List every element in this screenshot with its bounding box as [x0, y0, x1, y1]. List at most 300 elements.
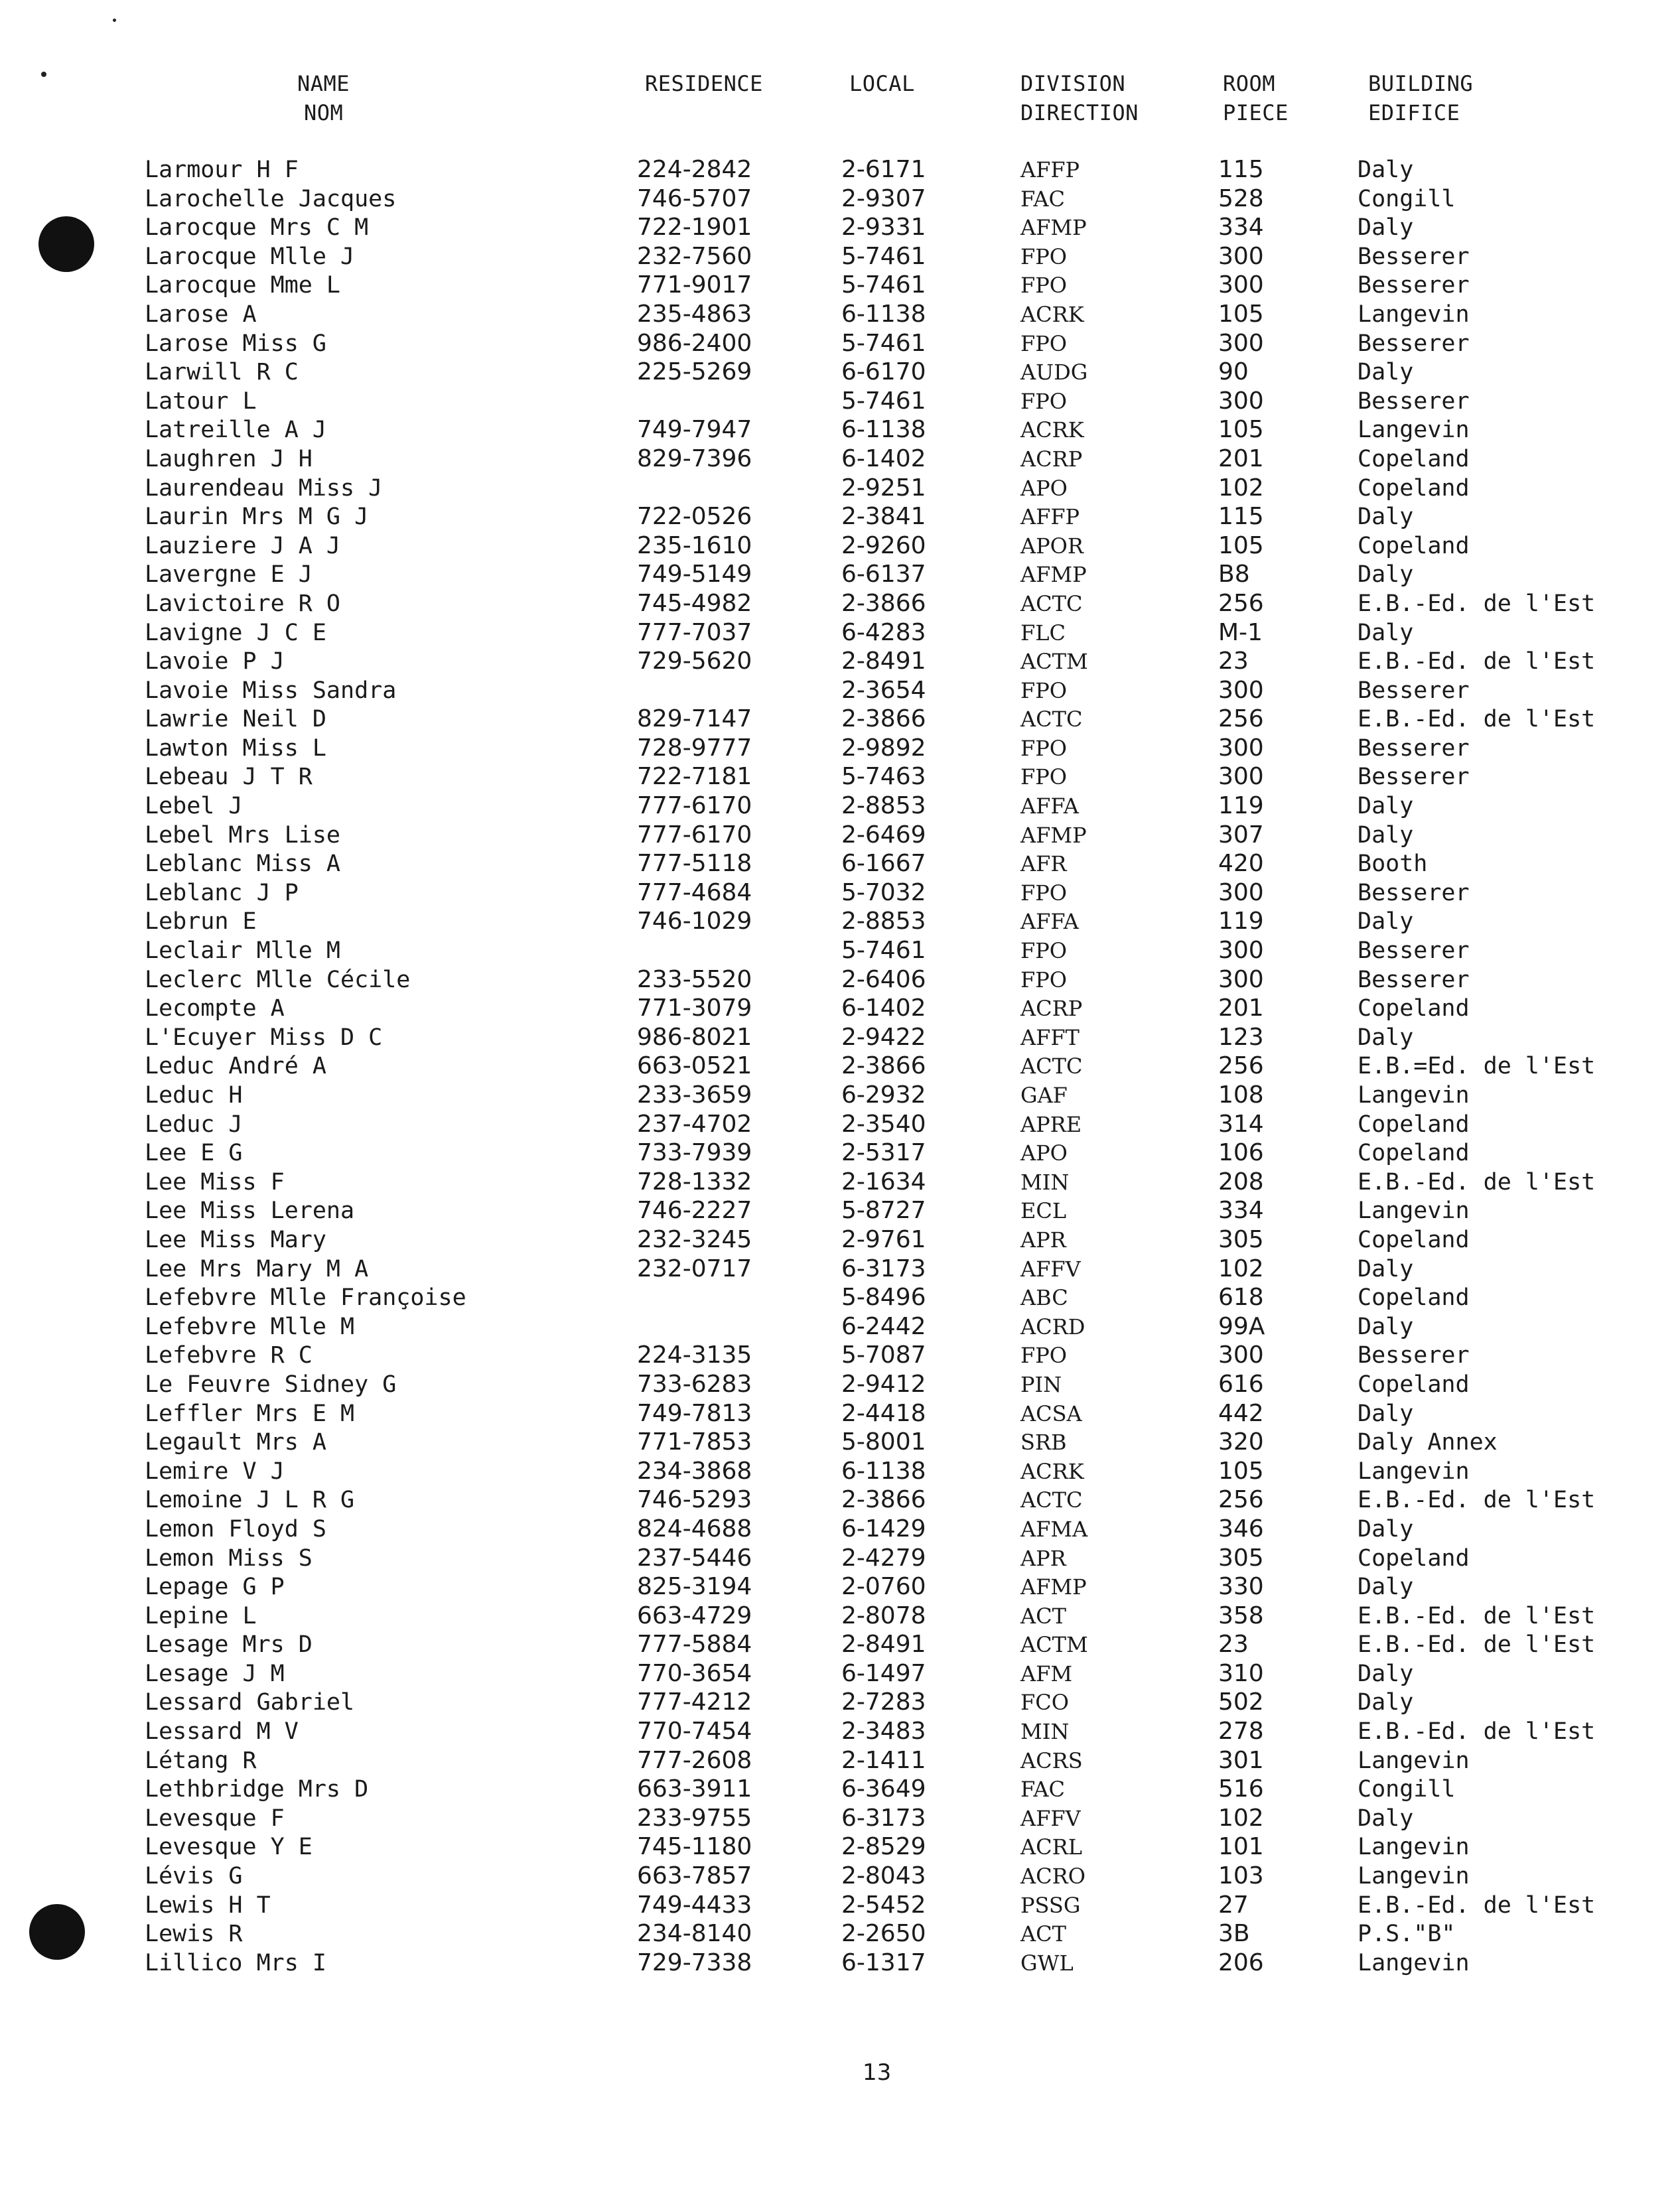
- entry-building: E.B.-Ed. de l'Est: [1358, 590, 1596, 617]
- directory-row: [0, 184, 1680, 214]
- directory-row: [0, 1775, 1680, 1804]
- entry-local: 6-2442: [841, 1312, 926, 1340]
- directory-row: [0, 1832, 1680, 1862]
- entry-division: APRE: [1020, 1111, 1082, 1137]
- entry-building: Daly: [1358, 1805, 1414, 1832]
- header-name-en: NAME: [297, 71, 350, 96]
- entry-room: 105: [1218, 300, 1264, 328]
- entry-division: PIN: [1020, 1371, 1062, 1397]
- entry-local: 6-4283: [841, 618, 926, 646]
- entry-division: FPO: [1020, 243, 1067, 269]
- entry-division: PSSG: [1020, 1892, 1081, 1918]
- entry-room: 105: [1218, 1457, 1264, 1485]
- header-division-fr: DIRECTION: [1020, 100, 1139, 125]
- header-building-fr: EDIFICE: [1368, 100, 1460, 125]
- entry-local: 2-3866: [841, 705, 926, 733]
- directory-row: [0, 1485, 1680, 1515]
- entry-name: Laughren J H: [145, 445, 313, 472]
- directory-row: [0, 387, 1680, 416]
- header-local: [849, 69, 915, 98]
- entry-residence: 777-2608: [637, 1746, 752, 1774]
- entry-room: 330: [1218, 1573, 1264, 1601]
- directory-row: [0, 821, 1680, 850]
- entry-building: Daly: [1358, 157, 1414, 183]
- entry-name: Lemon Miss S: [145, 1544, 313, 1572]
- entry-residence: 232-3245: [637, 1225, 752, 1253]
- entry-residence: 728-9777: [637, 734, 752, 762]
- entry-name: Larochelle Jacques: [145, 185, 397, 212]
- entry-name: Lee Mrs Mary M A: [145, 1255, 369, 1282]
- entry-local: 2-8491: [841, 1631, 926, 1659]
- entry-local: 2-3483: [841, 1718, 926, 1745]
- entry-room: 90: [1218, 358, 1249, 386]
- entry-room: 105: [1218, 531, 1264, 559]
- entry-name: Lebrun E: [145, 908, 257, 935]
- speck: [113, 19, 116, 22]
- entry-residence: 733-7939: [637, 1139, 752, 1167]
- entry-local: 2-8491: [841, 648, 926, 675]
- entry-room: 278: [1218, 1718, 1264, 1745]
- entry-local: 2-8078: [841, 1602, 926, 1629]
- entry-local: 6-6170: [841, 358, 926, 386]
- entry-division: FPO: [1020, 735, 1067, 761]
- entry-name: Legault Mrs A: [145, 1429, 326, 1456]
- entry-division: SRB: [1020, 1430, 1067, 1456]
- entry-division: ACRK: [1020, 1458, 1084, 1484]
- entry-local: 6-3649: [841, 1775, 926, 1803]
- entry-name: Lefebvre Mlle Françoise: [145, 1284, 466, 1312]
- entry-residence: 232-0717: [637, 1255, 752, 1282]
- entry-residence: 749-7813: [637, 1399, 752, 1427]
- entry-residence: 722-1901: [637, 214, 752, 241]
- entry-division: FPO: [1020, 388, 1067, 414]
- entry-name: Lepage G P: [145, 1574, 285, 1601]
- entry-room: 115: [1218, 156, 1264, 183]
- entry-division: ACRL: [1020, 1834, 1082, 1860]
- directory-row: [0, 1544, 1680, 1573]
- directory-row: [0, 878, 1680, 908]
- entry-building: Langevin: [1358, 1834, 1470, 1861]
- entry-residence: 233-9755: [637, 1804, 752, 1832]
- entry-local: 2-5452: [841, 1891, 926, 1919]
- entry-residence: 746-5293: [637, 1486, 752, 1514]
- entry-division: FPO: [1020, 764, 1067, 790]
- entry-division: AFFA: [1020, 793, 1079, 819]
- entry-residence: 237-5446: [637, 1544, 752, 1572]
- entry-residence: 224-3135: [637, 1341, 752, 1369]
- entry-local: 2-8529: [841, 1833, 926, 1861]
- entry-division: AFFP: [1020, 157, 1080, 182]
- entry-name: Lillico Mrs I: [145, 1949, 326, 1976]
- entry-name: Lee Miss Mary: [145, 1226, 326, 1253]
- entry-room: 206: [1218, 1949, 1264, 1976]
- entry-name: Lebel Mrs Lise: [145, 821, 341, 849]
- entry-name: Lefebvre R C: [145, 1342, 313, 1369]
- entry-division: ACTM: [1020, 649, 1088, 675]
- entry-division: MIN: [1020, 1169, 1070, 1195]
- entry-name: Larocque Mme L: [145, 272, 341, 299]
- directory-row: [0, 329, 1680, 358]
- entry-building: Besserer: [1358, 734, 1470, 762]
- entry-residence: 770-7454: [637, 1718, 752, 1745]
- entry-name: Lebel J: [145, 793, 243, 820]
- entry-building: Daly: [1358, 1574, 1414, 1601]
- entry-residence: 233-5520: [637, 965, 752, 993]
- header-division-en: DIVISION: [1020, 71, 1126, 96]
- entry-residence: 722-0526: [637, 503, 752, 531]
- directory-row: [0, 1949, 1680, 1978]
- entry-residence: 777-7037: [637, 618, 752, 646]
- directory-row: [0, 1717, 1680, 1746]
- entry-residence: 663-3911: [637, 1775, 752, 1803]
- entry-building: Daly Annex: [1358, 1429, 1498, 1456]
- entry-local: 6-1138: [841, 416, 926, 444]
- entry-name: Lessard Gabriel: [145, 1689, 355, 1716]
- entry-local: 2-8853: [841, 908, 926, 935]
- entry-room: 300: [1218, 937, 1264, 965]
- entry-building: Congill: [1358, 1776, 1456, 1803]
- entry-building: Daly: [1358, 1660, 1414, 1687]
- entry-residence: 232-7560: [637, 242, 752, 270]
- entry-building: Langevin: [1358, 1863, 1470, 1890]
- entry-room: 201: [1218, 994, 1264, 1022]
- entry-local: 2-9260: [841, 531, 926, 559]
- entry-room: 502: [1218, 1688, 1264, 1716]
- entry-building: Daly: [1358, 821, 1414, 849]
- entry-name: Leffler Mrs E M: [145, 1400, 355, 1427]
- entry-name: Lavergne E J: [145, 561, 313, 588]
- entry-division: ACSA: [1020, 1401, 1082, 1426]
- entry-room: 305: [1218, 1225, 1264, 1253]
- entry-local: 2-8853: [841, 792, 926, 820]
- entry-room: 23: [1218, 1631, 1249, 1659]
- entry-division: ACTC: [1020, 590, 1083, 616]
- entry-local: 2-9331: [841, 214, 926, 241]
- entry-residence: 777-4212: [637, 1688, 752, 1716]
- directory-row: [0, 1255, 1680, 1284]
- entry-name: Levesque F: [145, 1805, 285, 1832]
- entry-local: 2-2650: [841, 1920, 926, 1948]
- entry-division: FPO: [1020, 1343, 1067, 1369]
- entry-local: 2-1411: [841, 1746, 926, 1774]
- directory-row: [0, 1341, 1680, 1370]
- entry-building: Copeland: [1358, 1371, 1470, 1398]
- entry-building: E.B.-Ed. de l'Est: [1358, 1168, 1596, 1196]
- entry-local: 2-9412: [841, 1370, 926, 1398]
- entry-division: ACTC: [1020, 1054, 1083, 1079]
- entry-room: 420: [1218, 850, 1264, 878]
- entry-local: 6-3173: [841, 1804, 926, 1832]
- directory-row: [0, 415, 1680, 445]
- entry-local: 5-7461: [841, 387, 926, 415]
- directory-row: [0, 1370, 1680, 1399]
- entry-residence: 746-2227: [637, 1197, 752, 1225]
- entry-division: APOR: [1020, 533, 1084, 559]
- entry-residence: 829-7147: [637, 705, 752, 733]
- entry-local: 6-1497: [841, 1659, 926, 1687]
- entry-residence: 986-2400: [637, 329, 752, 357]
- entry-name: Leclerc Mlle Cécile: [145, 966, 411, 993]
- entry-room: 310: [1218, 1659, 1264, 1687]
- entry-room: 101: [1218, 1833, 1264, 1861]
- entry-building: Daly: [1358, 908, 1414, 935]
- entry-name: Larose A: [145, 301, 257, 328]
- entry-division: AFFA: [1020, 909, 1079, 935]
- directory-row: [0, 271, 1680, 300]
- entry-name: Leblanc J P: [145, 879, 299, 906]
- entry-building: Langevin: [1358, 1198, 1470, 1225]
- entry-name: Larose Miss G: [145, 330, 326, 357]
- entry-name: Lemon Floyd S: [145, 1515, 326, 1542]
- entry-room: 320: [1218, 1428, 1264, 1456]
- entry-name: Lethbridge Mrs D: [145, 1776, 369, 1803]
- entry-residence: 733-6283: [637, 1370, 752, 1398]
- entry-local: 2-9307: [841, 184, 926, 212]
- entry-building: Daly: [1358, 1255, 1414, 1282]
- directory-list: [0, 155, 1680, 1977]
- entry-division: ACTM: [1020, 1632, 1088, 1658]
- entry-room: 119: [1218, 908, 1264, 935]
- entry-division: AFFV: [1020, 1256, 1081, 1282]
- entry-room: 201: [1218, 445, 1264, 472]
- entry-name: Larocque Mrs C M: [145, 214, 369, 241]
- entry-residence: 729-5620: [637, 648, 752, 675]
- entry-residence: 663-4729: [637, 1602, 752, 1629]
- entry-local: 2-6406: [841, 965, 926, 993]
- directory-row: [0, 762, 1680, 791]
- directory-row: [0, 1919, 1680, 1949]
- entry-local: 2-9422: [841, 1023, 926, 1051]
- entry-residence: 225-5269: [637, 358, 752, 386]
- entry-name: Larwill R C: [145, 359, 299, 386]
- entry-residence: 235-1610: [637, 531, 752, 559]
- entry-room: 300: [1218, 965, 1264, 993]
- entry-residence: 770-3654: [637, 1659, 752, 1687]
- entry-name: Lebeau J T R: [145, 764, 313, 791]
- entry-name: Lavoie Miss Sandra: [145, 677, 397, 704]
- entry-division: AFFP: [1020, 504, 1080, 530]
- entry-name: Larmour H F: [145, 157, 299, 183]
- entry-residence: 749-4433: [637, 1891, 752, 1919]
- entry-local: 2-0760: [841, 1573, 926, 1601]
- entry-building: Langevin: [1358, 1082, 1470, 1109]
- entry-name: Lee Miss F: [145, 1168, 285, 1196]
- entry-building: Copeland: [1358, 1226, 1470, 1253]
- header-room-fr: PIECE: [1223, 100, 1289, 125]
- entry-division: ACRS: [1020, 1747, 1083, 1773]
- entry-room: 346: [1218, 1515, 1264, 1542]
- entry-local: 6-2932: [841, 1081, 926, 1109]
- entry-building: Daly: [1358, 1313, 1414, 1340]
- entry-building: E.B.-Ed. de l'Est: [1358, 1718, 1596, 1745]
- entry-division: ABC: [1020, 1285, 1068, 1311]
- entry-local: 2-6469: [841, 821, 926, 849]
- directory-row: [0, 358, 1680, 387]
- entry-building: E.B.-Ed. de l'Est: [1358, 1602, 1596, 1629]
- directory-row: [0, 589, 1680, 618]
- entry-name: Lemire V J: [145, 1458, 285, 1485]
- entry-division: APR: [1020, 1227, 1066, 1253]
- directory-row: [0, 1283, 1680, 1312]
- entry-local: 2-9892: [841, 734, 926, 762]
- entry-room: B8: [1218, 561, 1250, 588]
- directory-row: [0, 1572, 1680, 1602]
- entry-residence: 771-7853: [637, 1428, 752, 1456]
- directory-row: [0, 734, 1680, 763]
- entry-room: 528: [1218, 184, 1264, 212]
- entry-name: Leduc H: [145, 1082, 243, 1109]
- entry-division: FAC: [1020, 1777, 1066, 1803]
- entry-name: Lemoine J L R G: [145, 1487, 355, 1514]
- entry-division: MIN: [1020, 1719, 1070, 1745]
- entry-building: Besserer: [1358, 937, 1470, 965]
- entry-room: 300: [1218, 329, 1264, 357]
- entry-building: Booth: [1358, 851, 1428, 878]
- entry-residence: 663-7857: [637, 1862, 752, 1890]
- entry-division: FPO: [1020, 330, 1067, 356]
- header-building-en: BUILDING: [1368, 71, 1474, 96]
- entry-residence: 777-6170: [637, 821, 752, 849]
- entry-room: 27: [1218, 1891, 1249, 1919]
- directory-row: [0, 1023, 1680, 1052]
- entry-name: Latour L: [145, 387, 257, 415]
- entry-division: ACRD: [1020, 1314, 1085, 1339]
- entry-building: Daly: [1358, 214, 1414, 241]
- entry-name: Lavigne J C E: [145, 619, 326, 646]
- entry-local: 6-1138: [841, 1457, 926, 1485]
- entry-building: Besserer: [1358, 272, 1470, 299]
- entry-division: FPO: [1020, 273, 1067, 299]
- entry-division: FPO: [1020, 677, 1067, 703]
- entry-name: Laurendeau Miss J: [145, 474, 383, 502]
- entry-residence: 777-5118: [637, 850, 752, 878]
- entry-division: ACTC: [1020, 707, 1083, 732]
- entry-room: 301: [1218, 1746, 1264, 1774]
- entry-residence: 746-1029: [637, 908, 752, 935]
- entry-building: Daly: [1358, 1024, 1414, 1051]
- entry-residence: 237-4702: [637, 1110, 752, 1138]
- entry-division: GAF: [1020, 1083, 1068, 1108]
- entry-building: Daly: [1358, 1689, 1414, 1716]
- entry-division: AUDG: [1020, 360, 1088, 385]
- entry-room: 300: [1218, 763, 1264, 791]
- entry-local: 5-7461: [841, 937, 926, 965]
- entry-room: 300: [1218, 1341, 1264, 1369]
- entry-name: Levesque Y E: [145, 1834, 313, 1861]
- entry-room: 300: [1218, 878, 1264, 906]
- entry-local: 2-3841: [841, 503, 926, 531]
- entry-residence: 663-0521: [637, 1052, 752, 1080]
- entry-local: 6-1402: [841, 445, 926, 472]
- entry-name: Lauziere J A J: [145, 532, 341, 559]
- header-room: [1223, 69, 1289, 127]
- entry-local: 2-3866: [841, 589, 926, 617]
- directory-row: [0, 1457, 1680, 1486]
- entry-room: 516: [1218, 1775, 1264, 1803]
- entry-name: Leduc J: [145, 1111, 243, 1138]
- entry-local: 5-7461: [841, 329, 926, 357]
- entry-residence: 749-7947: [637, 416, 752, 444]
- entry-building: Copeland: [1358, 474, 1470, 502]
- entry-division: ACTC: [1020, 1487, 1083, 1513]
- entry-local: 2-5317: [841, 1139, 926, 1167]
- entry-building: Langevin: [1358, 1458, 1470, 1485]
- directory-row: [0, 676, 1680, 705]
- entry-local: 5-8001: [841, 1428, 926, 1456]
- entry-building: Besserer: [1358, 1342, 1470, 1369]
- entry-building: E.B.-Ed. de l'Est: [1358, 648, 1596, 675]
- entry-division: ACRP: [1020, 996, 1083, 1022]
- entry-local: 2-3654: [841, 676, 926, 704]
- entry-building: E.B.-Ed. de l'Est: [1358, 706, 1596, 733]
- entry-room: 307: [1218, 821, 1264, 849]
- entry-residence: 233-3659: [637, 1081, 752, 1109]
- directory-row: [0, 300, 1680, 329]
- entry-residence: 777-5884: [637, 1631, 752, 1659]
- header-building: [1368, 69, 1473, 127]
- entry-division: AFM: [1020, 1661, 1073, 1686]
- entry-building: Besserer: [1358, 387, 1470, 415]
- directory-row: [0, 791, 1680, 821]
- entry-room: 119: [1218, 792, 1264, 820]
- entry-residence: 234-8140: [637, 1920, 752, 1948]
- entry-residence: 749-5149: [637, 561, 752, 588]
- entry-name: Lewis H T: [145, 1891, 271, 1919]
- entry-name: Lee E G: [145, 1140, 243, 1167]
- entry-name: Lefebvre Mlle M: [145, 1313, 355, 1340]
- entry-name: Leblanc Miss A: [145, 851, 341, 878]
- entry-local: 6-6137: [841, 561, 926, 588]
- entry-residence: 771-9017: [637, 271, 752, 299]
- entry-local: 2-3866: [841, 1052, 926, 1080]
- entry-local: 2-6171: [841, 156, 926, 183]
- entry-residence: 986-8021: [637, 1023, 752, 1051]
- entry-room: 300: [1218, 734, 1264, 762]
- entry-building: E.B.-Ed. de l'Est: [1358, 1631, 1596, 1659]
- header-room-en: ROOM: [1223, 71, 1276, 96]
- entry-division: FLC: [1020, 620, 1066, 646]
- page-number: 13: [863, 2059, 892, 2086]
- entry-name: Lawton Miss L: [145, 734, 326, 762]
- entry-building: Daly: [1358, 561, 1414, 588]
- entry-room: 102: [1218, 1255, 1264, 1282]
- entry-residence: 746-5707: [637, 184, 752, 212]
- entry-room: 300: [1218, 271, 1264, 299]
- header-residence: [645, 69, 763, 98]
- entry-room: 334: [1218, 214, 1264, 241]
- entry-building: P.S."B": [1358, 1921, 1456, 1948]
- entry-building: Besserer: [1358, 243, 1470, 270]
- entry-room: 108: [1218, 1081, 1264, 1109]
- entry-residence: 234-3868: [637, 1457, 752, 1485]
- entry-room: 123: [1218, 1023, 1264, 1051]
- entry-division: GWL: [1020, 1950, 1074, 1976]
- entry-name: Larocque Mlle J: [145, 243, 355, 270]
- entry-local: 6-1317: [841, 1949, 926, 1976]
- entry-residence: 829-7396: [637, 445, 752, 472]
- directory-row: [0, 1138, 1680, 1168]
- speck: [41, 72, 46, 77]
- directory-row: [0, 1862, 1680, 1891]
- directory-row: [0, 705, 1680, 734]
- directory-row: [0, 1602, 1680, 1631]
- entry-local: 5-7463: [841, 763, 926, 791]
- entry-building: E.B.-Ed. de l'Est: [1358, 1891, 1596, 1919]
- entry-name: Lawrie Neil D: [145, 706, 326, 733]
- entry-local: 6-1402: [841, 994, 926, 1022]
- entry-room: 208: [1218, 1168, 1264, 1196]
- entry-local: 2-3866: [841, 1486, 926, 1514]
